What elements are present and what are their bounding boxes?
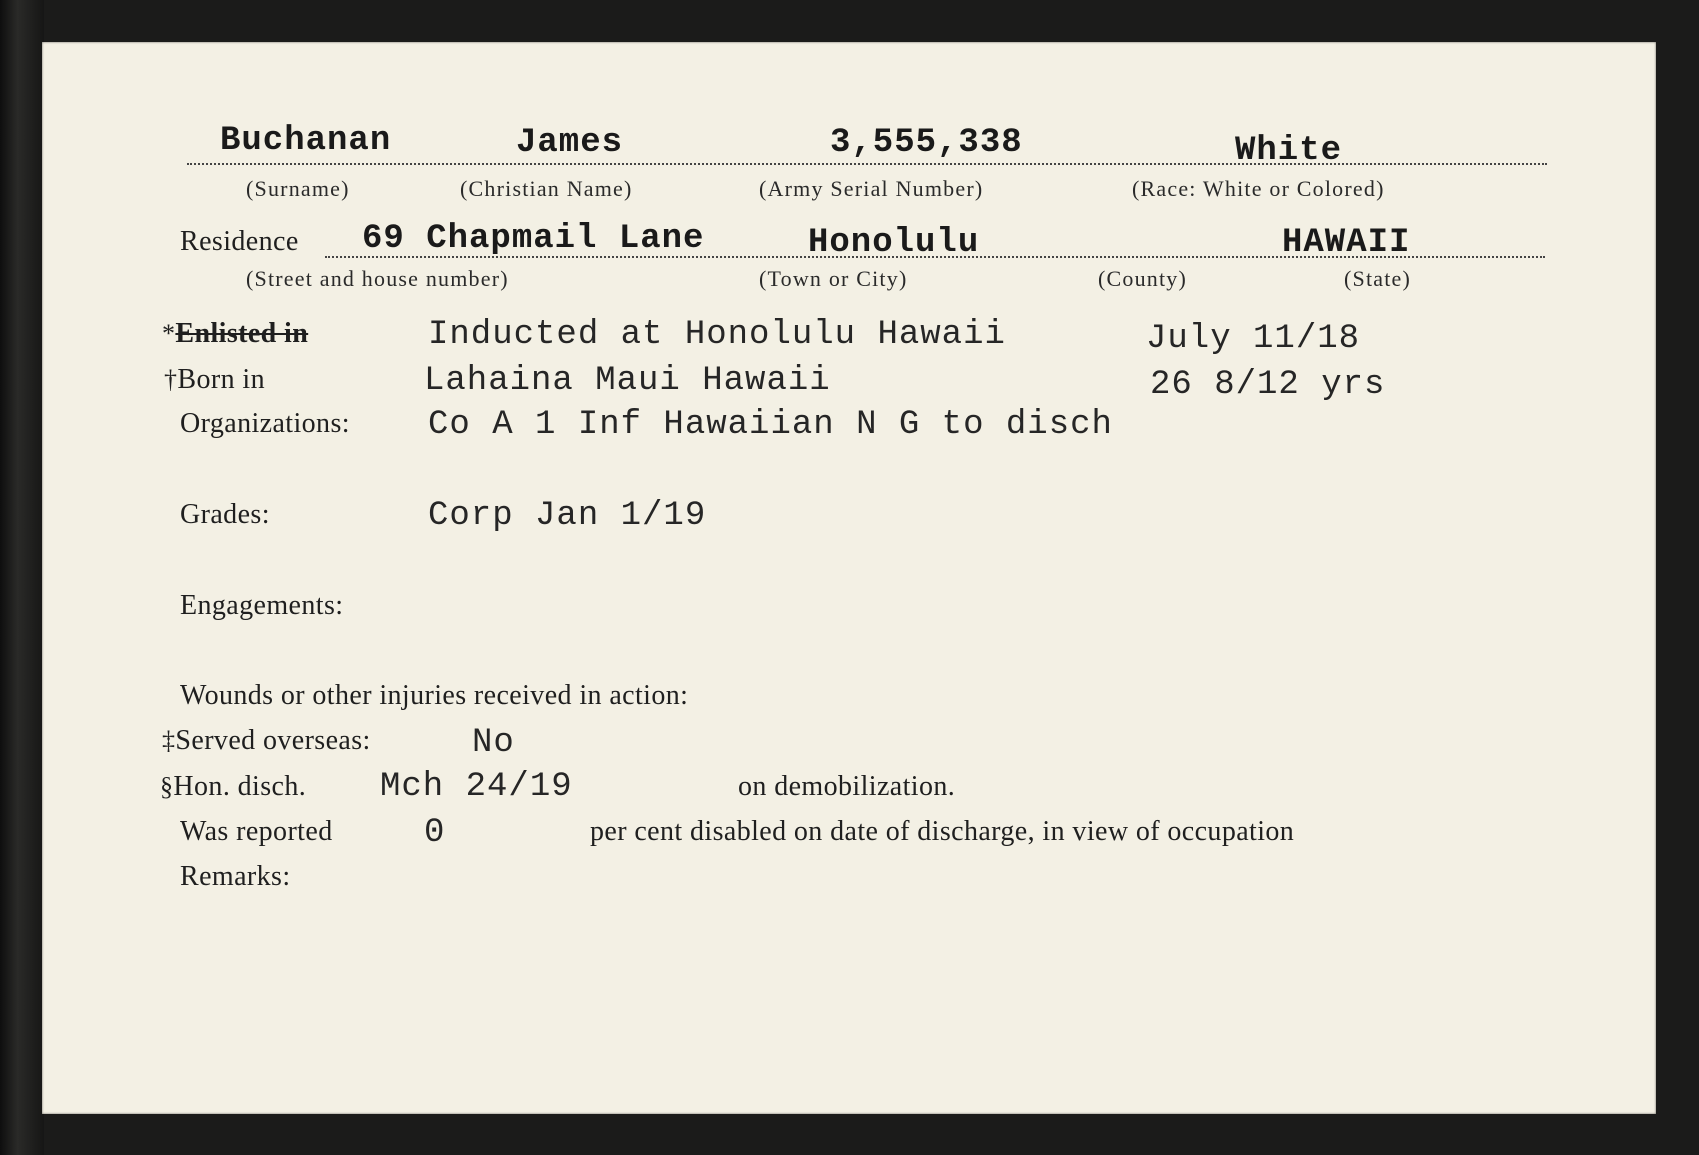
- residence-street-value: 69 Chapmail Lane: [362, 220, 705, 258]
- disability-suffix: per cent disabled on date of discharge, in view of occupation: [590, 816, 1295, 847]
- binder-edge: [0, 0, 44, 1155]
- overseas-value: No: [472, 724, 515, 762]
- surname-value: Buchanan: [220, 122, 392, 160]
- enlisted-label: Enlisted in: [175, 318, 309, 349]
- organizations-value: Co A 1 Inf Hawaiian N G to disch: [428, 406, 1113, 444]
- born-age-value: 26 8/12 yrs: [1150, 366, 1386, 404]
- discharge-value: Mch 24/19: [380, 768, 573, 806]
- christian-name-value: James: [516, 124, 624, 162]
- discharge-row: [160, 771, 306, 803]
- dagger-mark: †: [164, 365, 178, 394]
- asterisk-mark: *: [162, 319, 176, 348]
- county-caption: (County): [1098, 266, 1188, 291]
- residence-state-value: HAWAII: [1282, 224, 1411, 262]
- born-value: Lahaina Maui Hawaii: [424, 362, 831, 400]
- header-dotted-line: [187, 163, 1547, 165]
- engagements-label: Engagements:: [180, 590, 344, 621]
- town-caption: (Town or City): [759, 266, 908, 291]
- surname-caption: (Surname): [246, 176, 350, 201]
- born-row: [164, 364, 265, 396]
- grades-label: Grades:: [180, 499, 270, 530]
- enlisted-date-value: July 11/18: [1146, 320, 1361, 358]
- christian-name-caption: (Christian Name): [460, 176, 633, 201]
- race-value: White: [1235, 132, 1343, 170]
- overseas-row: [162, 725, 371, 757]
- enlisted-row: [162, 318, 308, 350]
- disability-value: 0: [424, 814, 446, 852]
- wounds-label: Wounds or other injuries received in action:: [180, 680, 689, 711]
- organizations-label: Organizations:: [180, 408, 350, 439]
- serial-number-value: 3,555,338: [830, 124, 1023, 162]
- enlisted-value: Inducted at Honolulu Hawaii: [428, 316, 1006, 354]
- residence-town-value: Honolulu: [808, 224, 980, 262]
- serial-number-caption: (Army Serial Number): [759, 176, 984, 201]
- service-record-card: [42, 42, 1656, 1114]
- state-caption: (State): [1344, 266, 1412, 291]
- discharge-label: Hon. disch.: [173, 771, 307, 802]
- overseas-label: Served overseas:: [175, 725, 371, 756]
- residence-label: Residence: [180, 226, 299, 257]
- born-label: Born in: [177, 364, 265, 395]
- disability-label: Was reported: [180, 816, 333, 847]
- discharge-suffix: on demobilization.: [738, 771, 956, 802]
- remarks-label: Remarks:: [180, 861, 291, 892]
- grades-value: Corp Jan 1/19: [428, 497, 707, 535]
- race-caption: (Race: White or Colored): [1132, 176, 1385, 201]
- section-mark: §: [160, 772, 174, 801]
- street-caption: (Street and house number): [246, 266, 509, 291]
- double-dagger-mark: ‡: [162, 726, 176, 755]
